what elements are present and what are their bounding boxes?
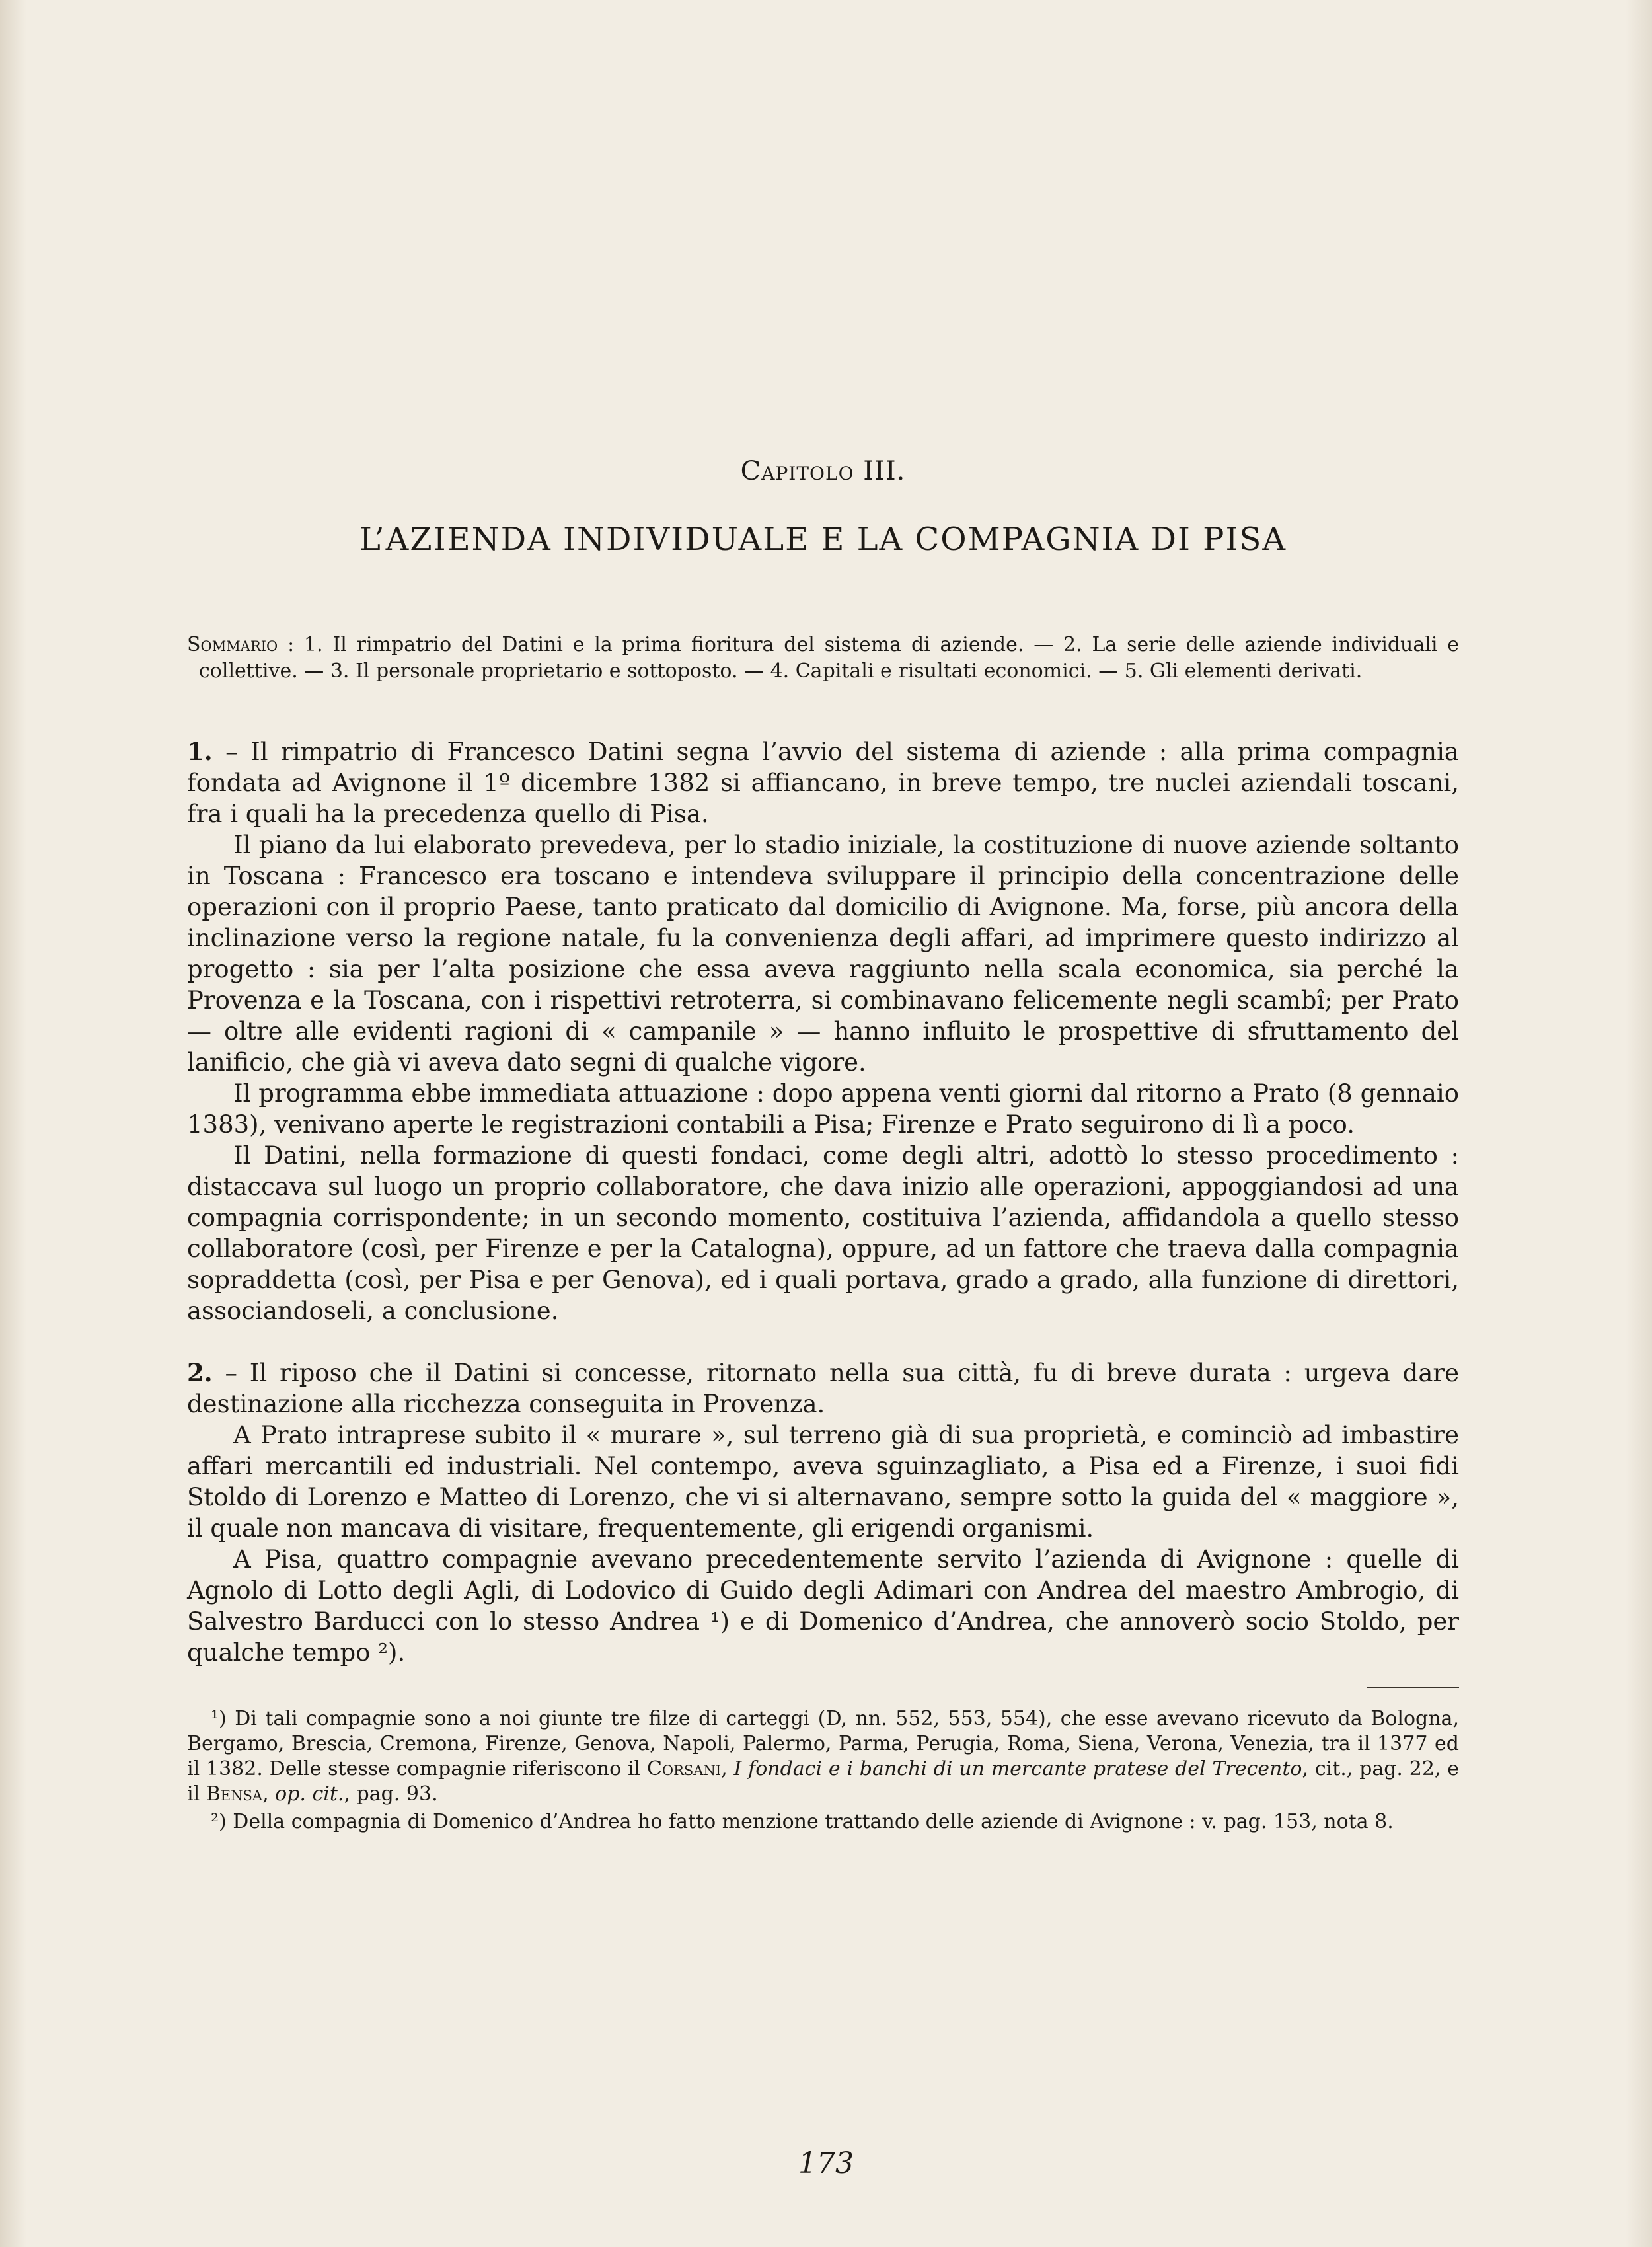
footnote-rule: [1367, 1687, 1459, 1688]
footnote-2-mark: ²): [211, 1810, 227, 1833]
section-2-paragraph-1: [187, 1357, 1459, 1420]
section-1-paragraph-2: Il piano da lui elaborato prevedeva, per lo stadio iniziale, la costituzione di nuove aziende soltanto in Toscana : Francesco era toscano e intendeva sviluppare il principio della concentrazione delle operazioni con il proprio Paese, tanto praticato dal domicilio di Avignone. Ma, forse, più ancora della inclinazione verso la regione natale, fu la convenienza degli affari, ad imprimere questo indirizzo al progetto : sia per l’alta posizione che essa aveva raggiunto nella scala economica, sia perché la Provenza e la Toscana, con i rispettivi retroterra, si combinavano felicemente negli scambî; per Prato — oltre alle evidenti ragioni di « campanile » — hanno influito le prospettive di sfruttamento del lanificio, che già vi aveva dato segni di qualche vigore.: [187, 831, 1459, 1077]
footnote-2-text: Della compagnia di Domenico d’Andrea ho fatto menzione trattando delle aziende di Avignone : v. pag. 153, nota 8.: [233, 1810, 1394, 1833]
paper-left-edge: [0, 0, 26, 2247]
chapter-summary: [187, 632, 1459, 685]
summary-label: Sommario: [187, 633, 278, 656]
section-1-paragraph-3: Il programma ebbe immediata attuazione : dopo appena venti giorni dal ritorno a Prato (8 gennaio 1383), venivano aperte le registrazioni contabili a Pisa; Firenze e Prato seguirono di lì a poco.: [187, 1079, 1459, 1139]
footnote-2: [187, 1809, 1459, 1835]
section-1-paragraph-1: [187, 736, 1459, 829]
page-number: 173: [798, 2147, 854, 2180]
section-gap: [187, 1326, 1459, 1357]
footnote-1-citation: , cit., pag. 22, e il: [187, 1757, 1460, 1806]
section-1-number: 1.: [187, 737, 213, 766]
section-1-paragraph-1-text: – Il rimpatrio di Francesco Datini segna l’avvio del sistema di aziende : alla prima compagnia fondata ad Avignone il 1º dicembre 1382 si affiancano, in breve tempo, tre nuclei aziendali toscani, fra i quali ha la precedenza quello di Pisa.: [187, 738, 1459, 828]
footnotes: [187, 1706, 1459, 1835]
section-2-paragraph-3: A Pisa, quattro compagnie avevano precedentemente servito l’azienda di Avignone : quelle di Agnolo di Lotto degli Agli, di Lodovico di Guido degli Adimari con Andrea del maestro Ambrogio, di Salvestro Barducci con lo stesso Andrea ¹) e di Domenico d’Andrea, che annoverò socio Stoldo, per qualche tempo ²).: [187, 1545, 1459, 1667]
section-1: [187, 736, 1459, 1326]
paper-right-edge: [1626, 0, 1652, 2247]
section-2-paragraph-1-text: – Il riposo che il Datini si concesse, ritornato nella sua città, fu di breve durata : urgeva dare destinazione alla ricchezza conseguita in Provenza.: [187, 1359, 1460, 1418]
section-2: [187, 1357, 1459, 1668]
footnote-1-text: Di tali compagnie sono a noi giunte tre filze di carteggi (D, nn. 552, 553, 554), che esse avevano ricevuto da Bologna, Bergamo, Brescia, Cremona, Firenze, Genova, Napoli, Palermo, Parma, Perugia, Roma, Siena, Verona, Venezia, tra il 1377 ed il 1382. Delle stesse compagnie riferiscono il: [187, 1707, 1459, 1780]
footnote-1-mark: ¹): [211, 1707, 227, 1730]
chapter-number: Capitolo III.: [740, 456, 906, 486]
footnote-1-opcit: op. cit.: [275, 1782, 344, 1806]
summary-text: : 1. Il rimpatrio del Datini e la prima fioritura del sistema di aziende. — 2. La serie delle aziende individuali e collettive. — 3. Il personale proprietario e sottoposto. — 4. Capitali e risultati economici. — 5. Gli elementi derivati.: [199, 633, 1459, 683]
footnote-1: ¹) Di tali compagnie sono a noi giunte tre filze di carteggi (D, nn. 552, 553, 554), che esse avevano ricevuto da Bologna, Bergamo, Brescia, Cremona, Firenze, Genova, Napoli, Palermo, Parma, Perugia, Roma, Siena, Verona, Venezia, tra il 1377 ed il 1382. Delle stesse compagnie riferiscono il Corsani, I fondaci e i banchi di un mercante pratese del Trecento, cit., pag. 22, e il Bensa, op. cit., pag. 93.: [187, 1707, 1460, 1806]
footnote-1-work-title: I fondaci e i banchi di un mercante pratese del Trecento: [733, 1757, 1302, 1780]
section-2-number: 2.: [187, 1358, 213, 1387]
section-2-paragraph-2: A Prato intraprese subito il « murare », sul terreno già di sua proprietà, e cominciò ad imbastire affari mercantili ed industriali. Nel contempo, aveva sguinzagliato, a Pisa ed a Firenze, i suoi fidi Stoldo di Lorenzo e Matteo di Lorenzo, che vi si alternavano, sempre sotto la guida del « maggiore », il quale non mancava di visitare, frequentemente, gli erigendi organismi.: [187, 1421, 1459, 1542]
page-content: [187, 456, 1459, 1837]
chapter-title: L’AZIENDA INDIVIDUALE E LA COMPAGNIA DI PISA: [359, 521, 1287, 558]
section-1-paragraph-4: Il Datini, nella formazione di questi fondaci, come degli altri, adottò lo stesso procedimento : distaccava sul luogo un proprio collaboratore, che dava inizio alle operazioni, appoggiandosi ad una compagnia corrispondente; in un secondo momento, costituiva l’azienda, affidandola a quello stesso collaboratore (così, per Firenze e per la Catalogna), oppure, ad un fattore che traeva dalla compagnia sopraddetta (così, per Pisa e per Genova), ed i quali portava, grado a grado, alla funzione di direttori, associandoseli, a conclusione.: [187, 1141, 1459, 1325]
footnote-1-author-bensa: Bensa: [206, 1782, 263, 1806]
footnote-1-author-corsani: Corsani: [646, 1757, 722, 1780]
footnote-1-page-ref: , pag. 93.: [344, 1782, 438, 1806]
